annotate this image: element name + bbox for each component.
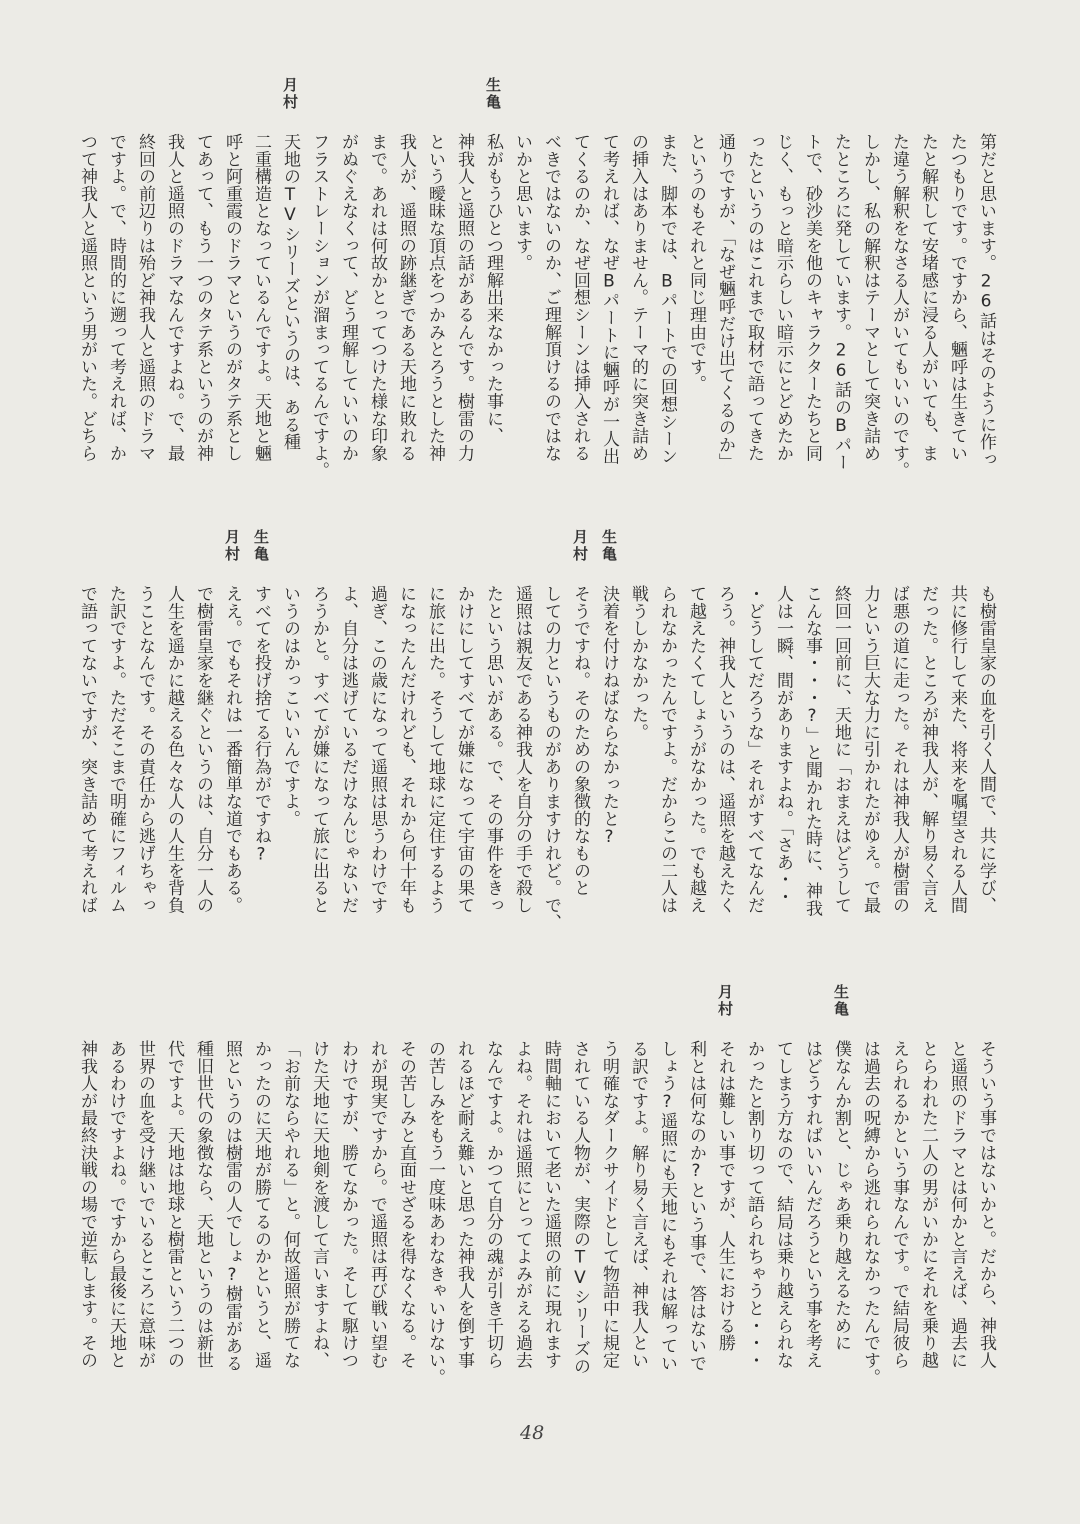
line-text: 共に修行して来た、将来を嘱望される人間: [947, 585, 967, 914]
line-text: そうですね。そのための象徴的なものと: [570, 585, 590, 897]
line-text: 利とは何なのか?という事で、答はないで: [686, 1040, 706, 1372]
line-text: はどうすればいいんだろうという事を考え: [802, 1040, 822, 1369]
text-line: [971, 133, 1000, 485]
text-line: [72, 1040, 101, 1392]
line-text: 遥照は親友である神我人を自分の手で殺し: [512, 585, 532, 914]
speaker-label: 月村: [223, 529, 241, 563]
line-text: 僕なんか割と、じゃあ乗り越えるために: [831, 1040, 851, 1352]
line-text: れるほど耐え難いと思った神我人を倒す事: [454, 1040, 474, 1369]
line-text: けた天地に天地剣を渡して言いますよね、: [309, 1040, 329, 1369]
text-line: [565, 1040, 594, 1392]
line-text: まで。あれは何故かとってつけた様な印象: [367, 133, 387, 462]
text-line: [449, 1040, 478, 1392]
line-text: てあって、もう一つのタテ系というのが神: [193, 133, 213, 462]
line-text: 神我人と遥照の話があるんです。樹雷の力: [454, 133, 474, 462]
speaker-label: 生亀: [600, 529, 618, 563]
text-line: [391, 1040, 420, 1392]
text-line: [710, 133, 739, 485]
speaker-label: 生亀: [484, 77, 502, 111]
line-text: たと解釈して安堵感に浸る人がいても、ま: [918, 133, 938, 462]
text-line: [623, 1040, 652, 1392]
line-text: ろうかと。すべてが嫌になって旅に出ると: [309, 585, 329, 914]
line-text: 照というのは樹雷の人でしょ?樹雷がある: [222, 1040, 242, 1372]
text-line: [739, 133, 768, 485]
line-text: 時間軸において老いた遥照の前に現れます: [541, 1040, 561, 1369]
line-text: それは難しい事ですが、人生における勝: [715, 1040, 735, 1352]
text-line: [623, 133, 652, 485]
text-line: [362, 1040, 391, 1392]
text-line: [739, 585, 768, 937]
text-line: [246, 133, 275, 485]
line-text: の挿入はありません。テーマ的に突き詰め: [628, 133, 648, 462]
text-line: [130, 133, 159, 485]
line-text: れが現実ですから。で遥照は再び戦い望む: [367, 1040, 387, 1369]
text-line: [333, 1040, 362, 1392]
text-line: [971, 1040, 1000, 1392]
line-text: ったというのはこれまで取材で語ってきた: [744, 133, 764, 462]
text-line: [971, 585, 1000, 937]
text-line: [333, 133, 362, 485]
text-line: [681, 1040, 710, 1392]
line-text: たつもりです。ですから、魎呼は生きてい: [947, 133, 967, 462]
line-text: 戦うしかなかった。: [628, 585, 648, 741]
text-line: [797, 133, 826, 485]
text-line: [478, 77, 507, 485]
text-line: [594, 1040, 623, 1392]
text-line: [768, 585, 797, 937]
text-block-bottom: [72, 984, 1000, 1392]
text-line: [304, 585, 333, 937]
text-line: [420, 1040, 449, 1392]
text-line: [652, 133, 681, 485]
line-text: 呼と阿重霞のドラマというのがタテ系とし: [222, 133, 242, 462]
text-line: [362, 585, 391, 937]
speaker-label: 月村: [281, 77, 299, 111]
line-text: 種旧世代の象徴なら、天地というのは新世: [193, 1040, 213, 1369]
line-text: かけにしてすべてが嫌になって宇宙の果て: [454, 585, 474, 914]
line-text: トで、砂沙美を他のキャラクターたちと同: [802, 133, 822, 462]
line-text: その苦しみと直面せざるを得なくなる。そ: [396, 1040, 416, 1369]
text-line: [768, 1040, 797, 1392]
line-text: で樹雷皇家を継ぐというのは、自分一人の: [193, 585, 213, 914]
line-text: しょう?遥照にも天地にもそれは解ってい: [657, 1040, 677, 1372]
line-text: だった。ところが神我人が、解り易く言え: [918, 585, 938, 914]
line-text: た訳ですよ。ただそこまで明確にフィルム: [106, 585, 126, 914]
text-line: [681, 585, 710, 937]
line-text: 我人が、遥照の跡継ぎである天地に敗れる: [396, 133, 416, 462]
speaker-label: 生亀: [832, 984, 850, 1018]
text-line: [304, 1040, 333, 1392]
line-text: そういう事ではないかと。だから、神我人: [976, 1040, 996, 1369]
line-text: 通りですが、「なぜ魎呼だけ出てくるのか」: [715, 133, 735, 471]
text-line: [478, 585, 507, 937]
line-text: 第だと思います。26話はそのように作っ: [976, 133, 996, 468]
line-text: ば悪の道に走った。それは神我人が樹雷の: [889, 585, 909, 914]
line-text: フラストレーションが溜まってるんですよ。: [309, 133, 329, 479]
text-line: [884, 133, 913, 485]
line-text: すべてを投げ捨てる行為がですね?: [251, 585, 271, 865]
text-line: [507, 585, 536, 937]
line-text: じく、もっと暗示らしい暗示にとどめたか: [773, 133, 793, 462]
text-line: [130, 585, 159, 937]
speaker-label: 生亀: [252, 529, 270, 563]
line-text: たところに発しています。26話のBパー: [831, 133, 851, 471]
text-line: [710, 585, 739, 937]
line-text: ええ。でもそれは一番簡単な道でもある。: [222, 585, 242, 914]
line-text: えられるかという事なんです。で結局彼ら: [889, 1040, 909, 1369]
line-text: 我人と遥照のドラマなんですよね。で、最: [164, 133, 184, 462]
line-text: わけですが、勝てなかった。そして駆けつ: [338, 1040, 358, 1369]
text-line: [72, 133, 101, 485]
text-line: [652, 1040, 681, 1392]
text-line: [565, 133, 594, 485]
text-line: [739, 1040, 768, 1392]
line-text: こんな事・・・?」と聞かれた時に、神我: [802, 585, 822, 917]
page-number: 48: [520, 1422, 545, 1444]
line-text: がぬぐえなくって、どう理解していいのか: [338, 133, 358, 462]
line-text: なんですよ。かつて自分の魂が引き千切ら: [483, 1040, 503, 1369]
line-text: いうのはかっこいいんですよ。: [280, 585, 300, 828]
line-text: かったと割り切って語られちゃうと・・・: [744, 1040, 764, 1369]
text-line: [304, 133, 333, 485]
line-text: また、脚本では、Bパートでの回想シーン: [657, 133, 677, 465]
text-line: [913, 585, 942, 937]
line-text: うことなんです。その責任から逃げちゃっ: [135, 585, 155, 914]
text-line: [72, 585, 101, 937]
text-line: [594, 133, 623, 485]
line-text: いかと思います。: [512, 133, 532, 272]
line-text: というのもそれと同じ理由です。: [686, 133, 706, 393]
line-text: 二重構造となっているんですよ。天地と魎: [251, 133, 271, 462]
text-line: [217, 133, 246, 485]
text-line: [449, 133, 478, 485]
line-text: 力という巨大な力に引かれたがゆえ。で最: [860, 585, 880, 914]
text-line: [246, 1040, 275, 1392]
line-text: た違う解釈をなさる人がいてもいいのです。: [889, 133, 909, 479]
text-line: [652, 585, 681, 937]
text-line: [681, 133, 710, 485]
text-line: [942, 133, 971, 485]
line-text: 「お前ならやれる」と。何故遥照が勝てな: [280, 1040, 300, 1369]
line-text: 人は一瞬、間がありますよね。「さあ・・: [773, 585, 793, 906]
text-line: [913, 133, 942, 485]
text-line: [942, 585, 971, 937]
line-text: られなかったんですよ。だからこの二人は: [657, 585, 677, 914]
text-line: [217, 1040, 246, 1392]
text-line: [159, 1040, 188, 1392]
text-line: [130, 1040, 159, 1392]
line-text: に旅に出た。そうして地球に定住するよう: [425, 585, 445, 914]
text-line: [101, 585, 130, 937]
text-line: [826, 585, 855, 937]
text-line: [536, 1040, 565, 1392]
text-line: [797, 1040, 826, 1392]
line-text: 世界の血を受け継いでいるところに意味が: [135, 1040, 155, 1369]
text-line: [391, 585, 420, 937]
text-line: [594, 529, 623, 937]
text-line: [449, 585, 478, 937]
text-line: [101, 133, 130, 485]
text-line: [797, 585, 826, 937]
text-line: [362, 133, 391, 485]
text-line: [159, 585, 188, 937]
line-text: る訳ですよ。解り易く言えば、神我人とい: [628, 1040, 648, 1369]
text-line: [565, 529, 594, 937]
line-text: て越えたくてしょうがなかった。でも越え: [686, 585, 706, 914]
text-line: [826, 133, 855, 485]
text-line: [826, 984, 855, 1392]
line-text: になったんだけれども、それから何十年も: [396, 585, 416, 914]
line-text: う明確なダークサイドとして物語中に規定: [599, 1040, 619, 1369]
text-line: [884, 585, 913, 937]
text-line: [478, 1040, 507, 1392]
line-text: 過ぎ、この歳になって遥照は思うわけです: [367, 585, 387, 914]
speaker-label: 月村: [571, 529, 589, 563]
text-line: [391, 133, 420, 485]
text-line: [420, 585, 449, 937]
text-line: [536, 585, 565, 937]
text-line: [217, 529, 246, 937]
line-text: つて神我人と遥照という男がいた。どちら: [77, 133, 97, 462]
line-text: は過去の呪縛から逃れられなかったんです。: [860, 1040, 880, 1386]
text-line: [855, 1040, 884, 1392]
line-text: も樹雷皇家の血を引く人間で、共に学び、: [976, 585, 996, 914]
text-line: [188, 1040, 217, 1392]
line-text: てしまう方なので、結局は乗り越えられな: [773, 1040, 793, 1369]
text-line: [942, 1040, 971, 1392]
line-text: 終回一回前に、天地に「おまえはどうして: [831, 585, 851, 914]
line-text: て考えれば、なぜBパートに魎呼が一人出: [599, 133, 619, 465]
text-line: [710, 984, 739, 1392]
line-text: よね。それは遥照にとってよみがえる過去: [512, 1040, 532, 1369]
text-line: [507, 133, 536, 485]
line-text: 人生を遥かに越える色々な人の人生を背負: [164, 585, 184, 914]
text-block-top: [72, 77, 1000, 485]
line-text: 天地のTVシリーズというのは、ある種: [280, 133, 300, 451]
line-text: 私がもうひとつ理解出来なかった事に、: [483, 133, 503, 445]
line-text: べきではないのか、ご理解頂けるのではな: [541, 133, 561, 462]
text-line: [159, 133, 188, 485]
line-text: とらわれた二人の男がいかにそれを乗り越: [918, 1040, 938, 1369]
line-text: 代ですよ。天地は地球と樹雷という二つの: [164, 1040, 184, 1369]
text-line: [275, 1040, 304, 1392]
text-line: [884, 1040, 913, 1392]
text-line: [855, 585, 884, 937]
line-text: という曖昧な頂点をつかみとろうとした神: [425, 133, 445, 462]
line-text: 終回の前辺りは殆ど神我人と遥照のドラマ: [135, 133, 155, 462]
text-line: [246, 529, 275, 937]
text-line: [913, 1040, 942, 1392]
text-line: [101, 1040, 130, 1392]
line-text: と遥照のドラマとは何かと言えば、過去に: [947, 1040, 967, 1369]
line-text: 神我人が最終決戦の場で逆転します。その: [77, 1040, 97, 1369]
text-line: [420, 133, 449, 485]
line-text: たという思いがある。で、その事件をきっ: [483, 585, 503, 914]
line-text: しての力というものがありますけれど。で、: [541, 585, 561, 931]
line-text: かったのに天地が勝てるのかというと、遥: [251, 1040, 271, 1369]
text-line: [275, 77, 304, 485]
line-text: てくるのか、なぜ回想シーンは挿入される: [570, 133, 590, 462]
text-line: [536, 133, 565, 485]
line-text: ですよ。で、時間的に遡って考えれば、か: [106, 133, 126, 462]
text-line: [275, 585, 304, 937]
text-line: [333, 585, 362, 937]
text-line: [188, 133, 217, 485]
speaker-label: 月村: [716, 984, 734, 1018]
text-block-middle: [72, 529, 1000, 937]
text-line: [855, 133, 884, 485]
line-text: しかし、私の解釈はテーマとして突き詰め: [860, 133, 880, 462]
line-text: 決着を付けねばならなかったと?: [599, 585, 619, 848]
line-text: あるわけですよね。ですから最後に天地と: [106, 1040, 126, 1369]
line-text: されている人物が、実際のTVシリーズの: [570, 1040, 590, 1375]
text-line: [507, 1040, 536, 1392]
line-text: ろう。神我人というのは、遥照を越えたく: [715, 585, 735, 914]
text-line: [768, 133, 797, 485]
line-text: の苦しみをもう一度味あわなきゃいけない。: [425, 1040, 445, 1386]
text-line: [188, 585, 217, 937]
text-line: [623, 585, 652, 937]
line-text: ・どうしてだろうな」それがすべてなんだ: [744, 585, 764, 914]
line-text: で語ってないですが、突き詰めて考えれば: [77, 585, 97, 914]
line-text: よ、自分は逃げているだけなんじゃないだ: [338, 585, 358, 914]
